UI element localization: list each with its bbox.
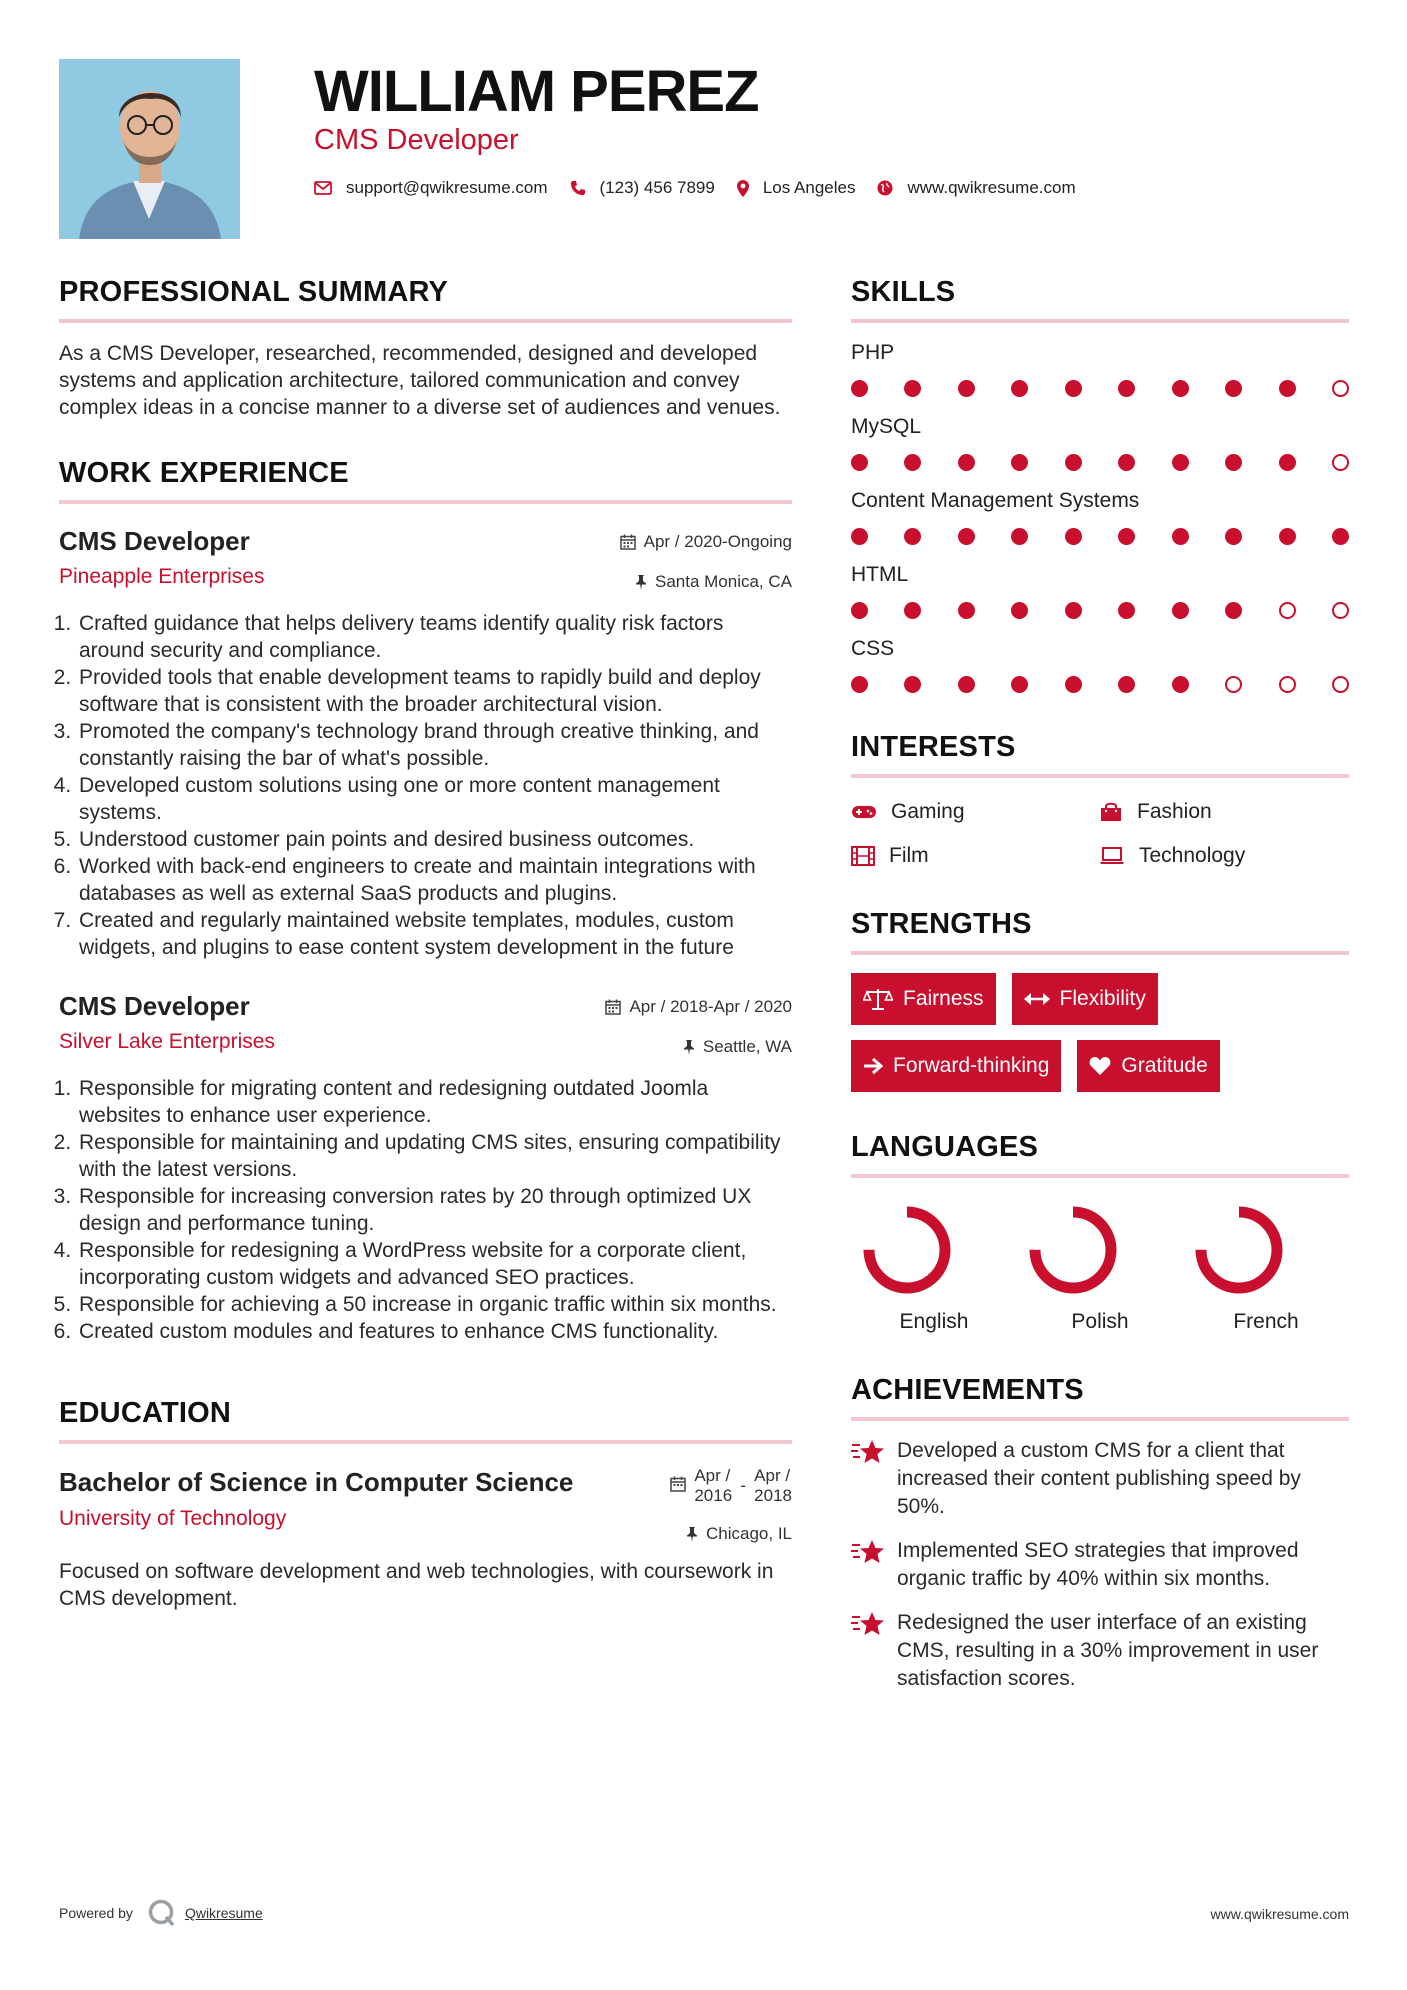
- rating-dot-filled: [851, 528, 868, 545]
- rating-dot-filled: [1065, 676, 1082, 693]
- skills-section: [851, 276, 1349, 693]
- candidate-name: WILLIAM PEREZ: [314, 59, 759, 124]
- rating-dot-empty: [1332, 602, 1349, 619]
- rating-dot-filled: [958, 380, 975, 397]
- rating-dot-filled: [1011, 528, 1028, 545]
- rating-dot-filled: [958, 602, 975, 619]
- education-start-year: 2016: [694, 1486, 733, 1505]
- rating-dot-filled: [1225, 528, 1242, 545]
- rating-dot-filled: [851, 602, 868, 619]
- rating-dot-empty: [1332, 676, 1349, 693]
- duty-item: 4. Developed custom solutions using one or more content management systems.: [77, 772, 792, 826]
- rating-dot-empty: [1332, 454, 1349, 471]
- job-dates: [620, 532, 792, 552]
- rating-dot-empty: [1225, 676, 1242, 693]
- interests-heading: INTERESTS: [851, 731, 1349, 778]
- rating-dot-filled: [904, 380, 921, 397]
- languages-list: [851, 1200, 1349, 1334]
- skills-heading: SKILLS: [851, 276, 1349, 323]
- language-ring: [857, 1200, 957, 1300]
- job-entry: [59, 526, 792, 961]
- candidate-title: CMS Developer: [314, 124, 519, 156]
- strength-label: Flexibility: [1059, 987, 1146, 1010]
- location-text: Los Angeles: [762, 178, 856, 197]
- achievement-text: Redesigned the user interface of an existing CMS, resulting in a 30% improvement in user satisfaction scores.: [897, 1611, 1319, 1690]
- rating-dot-filled: [1011, 454, 1028, 471]
- rating-dot-filled: [1172, 602, 1189, 619]
- languages-section: [851, 1131, 1349, 1334]
- laptop-icon: [1099, 847, 1125, 865]
- rating-dot-filled: [904, 676, 921, 693]
- star-medal-icon: [851, 1539, 885, 1565]
- rating-dot-filled: [851, 676, 868, 693]
- interest-item: [1099, 844, 1347, 868]
- website-text: www.qwikresume.com: [907, 178, 1076, 197]
- map-marker-icon: [737, 180, 749, 197]
- rating-dot-filled: [1225, 454, 1242, 471]
- strength-badge: [1077, 1040, 1219, 1092]
- rating-dot-filled: [1118, 380, 1135, 397]
- rating-dot-filled: [1172, 380, 1189, 397]
- rating-dot-filled: [1011, 602, 1028, 619]
- job-location-text: Santa Monica, CA: [654, 572, 792, 591]
- skill-item: [851, 341, 1349, 397]
- balance-scale-icon: [863, 988, 893, 1010]
- skill-rating: [851, 380, 1349, 397]
- job-dates-text: Apr / 2020-Ongoing: [643, 532, 792, 551]
- language-name: French: [1233, 1310, 1299, 1333]
- left-column: [59, 276, 792, 1612]
- duty-item: 2. Provided tools that enable development teams to rapidly build and deploy software that is consistent with the broader architectural vision.: [77, 664, 792, 718]
- arrow-right-icon: [863, 1057, 883, 1075]
- pushpin-icon: [683, 1040, 695, 1055]
- qwikresume-logo-icon: [147, 1898, 177, 1928]
- achievement-text: Implemented SEO strategies that improved organic traffic by 40% within six months.: [897, 1539, 1299, 1590]
- interest-item: [1099, 800, 1347, 824]
- rating-dot-filled: [958, 454, 975, 471]
- gamepad-icon: [851, 804, 877, 820]
- education-location: [670, 1524, 792, 1544]
- profile-photo-image: [59, 59, 240, 239]
- rating-dot-filled: [1172, 454, 1189, 471]
- pushpin-icon: [635, 575, 647, 590]
- contact-location: [737, 178, 856, 198]
- rating-dot-filled: [1172, 676, 1189, 693]
- strength-badge: [851, 1040, 1061, 1092]
- education-start-month: Apr /: [694, 1466, 731, 1485]
- rating-dot-filled: [904, 454, 921, 471]
- arrows-horizontal-icon: [1024, 992, 1050, 1006]
- rating-dot-filled: [1065, 454, 1082, 471]
- rating-dot-filled: [1172, 528, 1189, 545]
- interest-label: Gaming: [891, 800, 965, 823]
- achievements-heading: ACHIEVEMENTS: [851, 1374, 1349, 1421]
- contact-website[interactable]: [877, 178, 1075, 198]
- interest-label: Film: [889, 844, 929, 867]
- job-title: CMS Developer: [59, 991, 250, 1021]
- job-location-text: Seattle, WA: [702, 1037, 792, 1056]
- strengths-section: [851, 908, 1349, 1107]
- rating-dot-filled: [1279, 528, 1296, 545]
- language-name: English: [899, 1310, 969, 1333]
- pushpin-icon: [686, 1527, 698, 1542]
- skill-item: [851, 489, 1349, 545]
- language-name: Polish: [1071, 1310, 1129, 1333]
- rating-dot-filled: [1065, 528, 1082, 545]
- qwikresume-link[interactable]: Qwikresume: [184, 1905, 263, 1921]
- skill-item: [851, 637, 1349, 693]
- education-end-year: 2018: [754, 1486, 792, 1505]
- strengths-heading: STRENGTHS: [851, 908, 1349, 955]
- rating-dot-filled: [958, 528, 975, 545]
- duty-item: 5. Understood customer pain points and desired business outcomes.: [77, 826, 792, 853]
- rating-dot-filled: [1279, 454, 1296, 471]
- film-icon: [851, 846, 875, 866]
- education-dates: Apr / 2016 - Apr / 2018: [670, 1466, 792, 1506]
- phone-icon: [570, 180, 586, 196]
- rating-dot-filled: [851, 380, 868, 397]
- summary-section: [59, 276, 792, 421]
- language-item: [1183, 1200, 1349, 1334]
- summary-text: As a CMS Developer, researched, recommended, designed and developed systems and application architecture, tailored communication and convey complex ideas in a concise manner to a diverse set of audiences and venues.: [59, 342, 781, 419]
- duty-item: 1. Crafted guidance that helps delivery teams identify quality risk factors around security and compliance.: [77, 610, 792, 664]
- languages-heading: LANGUAGES: [851, 1131, 1349, 1178]
- rating-dot-filled: [1279, 380, 1296, 397]
- duty-item: 5. Responsible for achieving a 50 increase in organic traffic within six months.: [77, 1291, 792, 1318]
- education-end-month: Apr /: [754, 1466, 791, 1485]
- duty-item: 2. Responsible for maintaining and updating CMS sites, ensuring compatibility with the latest versions.: [77, 1129, 792, 1183]
- calendar-icon: [670, 1476, 686, 1492]
- job-location: [620, 572, 792, 592]
- skills-list: [851, 341, 1349, 693]
- rating-dot-empty: [1332, 380, 1349, 397]
- skill-rating: [851, 676, 1349, 693]
- phone-text: (123) 456 7899: [599, 178, 715, 197]
- summary-heading: PROFESSIONAL SUMMARY: [59, 276, 792, 323]
- education-description: Focused on software development and web technologies, with coursework in CMS development.: [59, 1560, 774, 1610]
- education-heading: EDUCATION: [59, 1397, 792, 1444]
- job-dates: [605, 997, 792, 1017]
- strengths-list: [851, 973, 1349, 1107]
- education-entry: [59, 1466, 792, 1612]
- rating-dot-filled: [1011, 676, 1028, 693]
- job-company: Pineapple Enterprises: [59, 565, 265, 588]
- duty-item: 3. Promoted the company's technology brand through creative thinking, and constantly raising the bar of what's possible.: [77, 718, 792, 772]
- job-location: [605, 1037, 792, 1057]
- skill-name: MySQL: [851, 415, 922, 438]
- email-text: support@qwikresume.com: [346, 178, 548, 197]
- rating-dot-filled: [1065, 380, 1082, 397]
- rating-dot-filled: [1118, 454, 1135, 471]
- contact-email[interactable]: [314, 178, 548, 198]
- interest-item: [851, 800, 1099, 824]
- achievements-section: [851, 1374, 1349, 1693]
- skill-name: HTML: [851, 563, 909, 586]
- star-medal-icon: [851, 1611, 885, 1637]
- job-title: CMS Developer: [59, 526, 250, 556]
- skill-rating: [851, 602, 1349, 619]
- interests-section: [851, 731, 1349, 868]
- job-dates-text: Apr / 2018-Apr / 2020: [629, 997, 792, 1016]
- rating-dot-filled: [1332, 528, 1349, 545]
- job-entry: [59, 991, 792, 1345]
- strength-label: Gratitude: [1121, 1054, 1208, 1077]
- strength-label: Forward-thinking: [893, 1054, 1050, 1077]
- powered-by-text: Powered by: [59, 1905, 133, 1921]
- achievement-item: [851, 1537, 1349, 1593]
- rating-dot-filled: [1225, 602, 1242, 619]
- rating-dot-filled: [1225, 380, 1242, 397]
- education-school: University of Technology: [59, 1507, 287, 1530]
- education-section: [59, 1397, 792, 1612]
- skill-item: [851, 563, 1349, 619]
- rating-dot-filled: [1118, 528, 1135, 545]
- rating-dot-filled: [1118, 676, 1135, 693]
- contact-bar: [314, 178, 1098, 198]
- language-ring-arc: [1201, 1212, 1277, 1288]
- education-location-text: Chicago, IL: [706, 1524, 792, 1543]
- footer-powered-by: [59, 1898, 263, 1928]
- interests-list: [851, 800, 1349, 868]
- achievements-list: [851, 1437, 1349, 1693]
- skill-rating: [851, 454, 1349, 471]
- skill-name: Content Management Systems: [851, 489, 1140, 512]
- duty-item: 4. Responsible for redesigning a WordPress website for a corporate client, incorporating custom widgets and advanced SEO practices.: [77, 1237, 792, 1291]
- footer-website[interactable]: www.qwikresume.com: [1210, 1906, 1349, 1922]
- rating-dot-filled: [1118, 602, 1135, 619]
- duty-item: 3. Responsible for increasing conversion rates by 20 through optimized UX design and performance tuning.: [77, 1183, 792, 1237]
- job-duties: [59, 610, 792, 961]
- duty-item: 6. Worked with back-end engineers to create and maintain integrations with databases as well as external SaaS products and plugins.: [77, 853, 792, 907]
- rating-dot-filled: [904, 602, 921, 619]
- achievement-item: [851, 1609, 1349, 1693]
- skill-name: CSS: [851, 637, 895, 660]
- language-item: [1017, 1200, 1183, 1334]
- right-column: [851, 276, 1349, 1693]
- calendar-icon: [620, 534, 636, 550]
- envelope-icon: [314, 181, 332, 195]
- rating-dot-filled: [1011, 380, 1028, 397]
- language-ring: [1023, 1200, 1123, 1300]
- rating-dot-filled: [958, 676, 975, 693]
- globe-icon: [877, 180, 893, 196]
- duty-item: 7. Created and regularly maintained website templates, modules, custom widgets, and plugins to ease content system development in the future: [77, 907, 792, 961]
- interest-label: Technology: [1139, 844, 1246, 867]
- interest-label: Fashion: [1137, 800, 1212, 823]
- strength-badge: [851, 973, 996, 1025]
- strength-badge: [1012, 973, 1158, 1025]
- education-degree: Bachelor of Science in Computer Science: [59, 1467, 574, 1497]
- language-ring-arc: [869, 1212, 945, 1288]
- heart-icon: [1089, 1056, 1111, 1076]
- achievement-text: Developed a custom CMS for a client that increased their content publishing speed by 50%.: [897, 1439, 1301, 1518]
- language-ring-arc: [1035, 1212, 1111, 1288]
- skill-item: [851, 415, 1349, 471]
- duty-item: 6. Created custom modules and features to enhance CMS functionality.: [77, 1318, 792, 1345]
- shopping-bag-icon: [1099, 802, 1123, 822]
- skill-name: PHP: [851, 341, 895, 364]
- rating-dot-empty: [1279, 602, 1296, 619]
- calendar-icon: [605, 999, 621, 1015]
- experience-section: [59, 457, 792, 1345]
- skill-rating: [851, 528, 1349, 545]
- language-ring: [1189, 1200, 1289, 1300]
- strength-label: Fairness: [903, 987, 984, 1010]
- experience-heading: WORK EXPERIENCE: [59, 457, 792, 504]
- rating-dot-filled: [1065, 602, 1082, 619]
- duty-item: 1. Responsible for migrating content and redesigning outdated Joomla websites to enhance user experience.: [77, 1075, 792, 1129]
- star-medal-icon: [851, 1439, 885, 1465]
- language-item: [851, 1200, 1017, 1334]
- rating-dot-filled: [851, 454, 868, 471]
- job-duties: [59, 1075, 792, 1345]
- profile-photo: [59, 59, 240, 239]
- job-company: Silver Lake Enterprises: [59, 1030, 275, 1053]
- contact-phone[interactable]: [570, 178, 715, 198]
- rating-dot-empty: [1279, 676, 1296, 693]
- interest-item: [851, 844, 1099, 868]
- rating-dot-filled: [904, 528, 921, 545]
- achievement-item: [851, 1437, 1349, 1521]
